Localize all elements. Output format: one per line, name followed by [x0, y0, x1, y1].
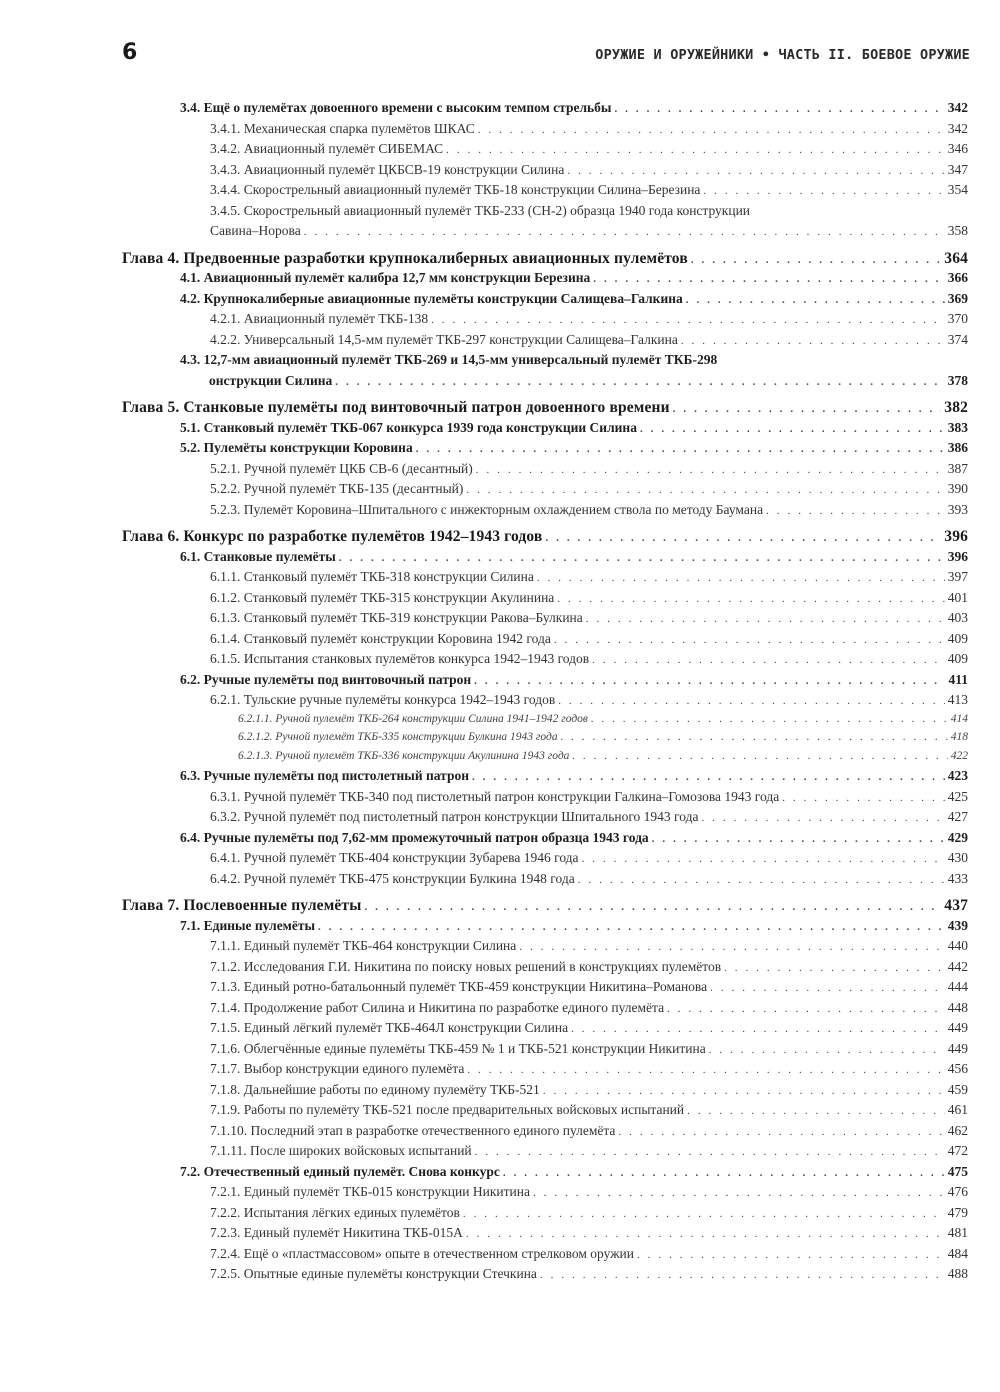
toc-entry[interactable] — [210, 809, 968, 825]
leader-dots — [540, 1269, 945, 1281]
toc-entry-title: 7.1.5. Единый лёгкий пулемёт ТКБ-464Л конструкции Силина — [210, 1020, 569, 1035]
leader-dots — [335, 376, 944, 388]
toc-page-number: 459 — [947, 1081, 968, 1097]
toc-page-number: 414 — [950, 712, 968, 725]
toc-entry[interactable] — [210, 1061, 968, 1077]
leader-dots — [691, 254, 941, 266]
toc-entry-title: 7.1. Единые пулемёты — [180, 917, 316, 933]
toc-entry-title: 5.1. Станковый пулемёт ТКБ-067 конкурса 1939 года конструкции Силина — [180, 419, 637, 435]
toc-page-number: 413 — [947, 692, 968, 707]
leader-dots — [304, 226, 945, 238]
leader-dots — [533, 1187, 945, 1199]
toc-subsubsection[interactable] — [238, 750, 968, 762]
toc-entry-title: 7.1.4. Продолжение работ Силина и Никитина по разработке единого пулемёта — [210, 999, 665, 1015]
toc-entry-title: 3.4. Ещё о пулемётах довоенного времени с высоким темпом стрельбы — [180, 100, 612, 115]
toc-page-number: 449 — [947, 1040, 968, 1056]
toc-entry[interactable] — [180, 768, 968, 784]
toc-entry[interactable] — [210, 141, 968, 157]
toc-entry-title: 6.2.1.2. Ручной пулемёт ТКБ-335 конструкции Булкина 1943 года — [238, 731, 558, 743]
toc-entry-title: 3.4.3. Авиационный пулемёт ЦКБСВ-19 конструкции Силина — [210, 161, 565, 177]
leader-dots — [586, 613, 945, 625]
toc-entry-title: 3.4.1. Механическая спарка пулемётов ШКАС — [210, 120, 475, 136]
toc-entry[interactable] — [180, 1164, 968, 1180]
leader-dots — [782, 792, 945, 804]
toc-page-number: 449 — [947, 1020, 968, 1035]
toc-entry[interactable] — [210, 1000, 968, 1016]
toc-entry-title: Глава 4. Предвоенные разработки крупнокалиберных авиационных пулемётов — [122, 249, 688, 267]
toc-entry-title: 4.2.2. Универсальный 14,5-мм пулемёт ТКБ-297 конструкции Салищева–Галкина — [210, 331, 678, 347]
leader-dots — [466, 1228, 945, 1240]
toc-entry[interactable] — [210, 121, 968, 137]
toc-entry-title: 7.1.1. Единый пулемёт ТКБ-464 конструкции Силина — [210, 938, 517, 953]
toc-entry[interactable] — [210, 1041, 968, 1057]
toc-entry[interactable] — [180, 420, 968, 436]
toc-entry[interactable] — [210, 223, 968, 239]
toc-entry[interactable] — [210, 871, 968, 887]
toc-entry-title: 6.2.1.1. Ручной пулемёт ТКБ-264 конструкции Силина 1941–1942 годов — [238, 712, 588, 725]
toc-entry[interactable] — [180, 918, 968, 934]
toc-entry[interactable] — [210, 651, 968, 667]
toc-entry-title: Глава 5. Станковые пулемёты под винтовочный патрон довоенного времени — [122, 399, 670, 416]
toc-entry-title: 7.1.10. Последний этап в разработке отечественного единого пулемёта — [210, 1122, 616, 1138]
toc-entry[interactable] — [180, 830, 968, 846]
toc-page-number: 429 — [947, 829, 968, 845]
toc-entry[interactable] — [210, 1225, 968, 1241]
toc-entry-title: 7.2. Отечественный единый пулемёт. Снова конкурс — [180, 1163, 500, 1179]
toc-page-number: 439 — [947, 917, 968, 933]
toc-entry-title: 6.1. Станковые пулемёты — [180, 548, 336, 564]
leader-dots — [364, 901, 941, 913]
toc-page-number: 342 — [947, 120, 968, 136]
toc-page-number: 396 — [944, 528, 968, 545]
toc-entry[interactable] — [210, 569, 968, 585]
toc-entry-title: 6.4.1. Ручной пулемёт ТКБ-404 конструкции Зубарева 1946 года — [210, 850, 579, 865]
toc-entry-title-line1: 3.4.5. Скорострельный авиационный пулемёт ТКБ-233 (СН-2) образца 1940 года конструкции — [210, 202, 751, 218]
toc-page-number: 364 — [944, 249, 968, 267]
leader-dots — [766, 505, 945, 517]
toc-entry[interactable] — [210, 610, 968, 626]
leader-dots — [545, 532, 941, 544]
toc-page-number: 475 — [947, 1163, 968, 1179]
toc-entry[interactable] — [210, 1266, 968, 1282]
toc-page-number: 366 — [947, 270, 968, 285]
toc-entry-title: 7.2.1. Единый пулемёт ТКБ-015 конструкции Никитина — [210, 1184, 530, 1199]
toc-entry[interactable] — [180, 672, 968, 688]
toc-page-number: 448 — [947, 999, 968, 1015]
toc-chapter[interactable] — [122, 528, 968, 546]
leader-dots — [466, 484, 944, 496]
leader-dots — [572, 750, 947, 762]
leader-dots — [561, 731, 948, 743]
leader-dots — [503, 1167, 945, 1179]
toc-subsubsection[interactable] — [238, 731, 968, 743]
leader-dots — [519, 941, 944, 953]
toc-page-number: 396 — [947, 548, 968, 564]
toc-entry[interactable] — [210, 692, 968, 708]
toc-page-number: 393 — [947, 501, 968, 517]
toc-chapter[interactable] — [122, 399, 968, 417]
toc-entry-title: 6.4. Ручные пулемёты под 7,62-мм промежуточный патрон образца 1943 года — [180, 829, 649, 845]
toc-entry[interactable] — [210, 332, 968, 348]
leader-dots — [709, 1044, 945, 1056]
leader-dots — [478, 124, 945, 136]
leader-dots — [463, 1208, 945, 1220]
toc-entry-title: онструкции Силина — [209, 372, 333, 388]
toc-entry-title: 7.1.6. Облегчённые единые пулемёты ТКБ-459 № 1 и ТКБ-521 конструкции Никитина — [210, 1040, 706, 1056]
toc-entry-title: 4.2. Крупнокалиберные авиационные пулемёты конструкции Салищева–Галкина — [180, 290, 683, 306]
toc-entry-title: 7.2.5. Опытные единые пулемёты конструкции Стечкина — [210, 1266, 537, 1281]
page-number: 6 — [122, 40, 138, 65]
leader-dots — [593, 273, 944, 285]
toc-entry[interactable] — [180, 440, 968, 456]
toc-page-number: 387 — [947, 460, 968, 476]
leader-dots — [710, 982, 945, 994]
toc-page-number: 347 — [947, 161, 968, 177]
page-header — [0, 0, 1000, 80]
toc-page-number: 386 — [947, 440, 968, 455]
toc-entry[interactable] — [210, 1102, 968, 1118]
toc-page-number: 440 — [947, 938, 968, 953]
toc-entry[interactable] — [210, 631, 968, 647]
toc-page-number: 481 — [947, 1225, 968, 1240]
toc-entry[interactable] — [210, 182, 968, 198]
leader-dots — [416, 443, 945, 455]
toc-entry-title: 7.2.3. Единый пулемёт Никитина ТКБ-015А — [210, 1225, 463, 1240]
toc-page-number: 472 — [947, 1143, 968, 1158]
toc-entry[interactable] — [180, 549, 968, 565]
toc-entry-title: Глава 6. Конкурс по разработке пулемётов 1942–1943 годов — [122, 528, 543, 545]
leader-dots — [571, 1023, 945, 1035]
leader-dots — [474, 675, 945, 687]
leader-dots — [467, 1064, 944, 1076]
toc-entry-title: 7.1.2. Исследования Г.И. Никитина по поиску новых решений в конструкциях пулемётов — [210, 958, 722, 974]
toc-page-number: 383 — [947, 419, 968, 435]
toc-entry[interactable] — [210, 850, 968, 866]
toc-entry-title: 7.1.9. Работы по пулемёту ТКБ-521 после предварительных войсковых испытаний — [210, 1102, 685, 1117]
toc-entry-title: 7.1.11. После широких войсковых испытаний — [210, 1143, 472, 1158]
toc-page-number: 488 — [947, 1266, 968, 1281]
leader-dots — [543, 1085, 945, 1097]
toc-page-number: 370 — [947, 311, 968, 326]
toc-entry-title: 7.2.2. Испытания лёгких единых пулемётов — [210, 1204, 460, 1220]
toc-page-number: 403 — [947, 610, 968, 625]
leader-dots — [557, 593, 944, 605]
toc-entry[interactable] — [180, 100, 968, 116]
toc-entry-title: 7.1.7. Выбор конструкции единого пулемёта — [210, 1061, 465, 1076]
toc-entry[interactable] — [210, 590, 968, 606]
toc-page-number: 382 — [944, 399, 968, 416]
toc-entry-title-line1: 4.3. 12,7-мм авиационный пулемёт ТКБ-269 и 14,5-мм универсальный пулемёт ТКБ-298 — [180, 352, 718, 367]
toc-entry-title: 5.2.2. Ручной пулемёт ТКБ-135 (десантный) — [210, 481, 464, 496]
leader-dots — [701, 812, 944, 824]
leader-dots — [472, 771, 945, 783]
leader-dots — [318, 921, 945, 933]
leader-dots — [703, 185, 944, 197]
toc-entry[interactable] — [210, 1205, 968, 1221]
leader-dots — [724, 962, 945, 974]
toc-entry[interactable] — [210, 481, 968, 497]
leader-dots — [339, 552, 945, 564]
toc-entry[interactable] — [210, 1246, 968, 1262]
toc-page-number: 444 — [947, 979, 968, 994]
leader-dots — [667, 1003, 945, 1015]
toc-entry-title: 6.4.2. Ручной пулемёт ТКБ-475 конструкции Булкина 1948 года — [210, 870, 575, 886]
leader-dots — [578, 874, 945, 886]
toc-entry-title: 6.1.3. Станковый пулемёт ТКБ-319 конструкции Ракова–Булкина — [210, 610, 583, 625]
leader-dots — [614, 103, 944, 115]
toc-page-number: 409 — [947, 630, 968, 646]
toc-entry-title: 6.3.1. Ручной пулемёт ТКБ-340 под пистолетный патрон конструкции Галкина–Гомозова 1943 года — [210, 788, 780, 804]
toc-entry-title: 5.2.3. Пулемёт Коровина–Шпитального с инжекторным охлаждением ствола по методу Баумана — [210, 501, 764, 517]
toc-entry-title: 3.4.2. Авиационный пулемёт СИБЕМАС — [210, 141, 444, 156]
toc-entry-title: 5.2.1. Ручной пулемёт ЦКБ СВ-6 (десантный) — [210, 460, 473, 476]
leader-dots — [554, 634, 945, 646]
toc-entry-title: 4.2.1. Авиационный пулемёт ТКБ-138 — [210, 311, 429, 326]
toc-page-number: 378 — [947, 372, 968, 388]
toc-page-number: 456 — [947, 1061, 968, 1076]
toc-entry-title: 7.1.8. Дальнейшие работы по единому пулемёту ТКБ-521 — [210, 1081, 540, 1097]
running-title: ОРУЖИЕ И ОРУЖЕЙНИКИ • ЧАСТЬ II. БОЕВОЕ ОРУЖИЕ — [595, 47, 970, 63]
leader-dots — [431, 314, 945, 326]
toc-page-number: 397 — [947, 569, 968, 584]
toc-page-number: 423 — [947, 768, 968, 783]
leader-dots — [582, 853, 945, 865]
toc-page-number: 369 — [947, 290, 968, 306]
toc-entry[interactable] — [210, 162, 968, 178]
toc-entry[interactable] — [210, 959, 968, 975]
toc-entry-title: 6.3. Ручные пулемёты под пистолетный патрон — [180, 768, 470, 783]
leader-dots — [640, 423, 945, 435]
toc-page-number: 433 — [947, 870, 968, 886]
toc-page-number: 358 — [947, 223, 968, 238]
toc-entry[interactable] — [210, 1123, 968, 1139]
toc-entry[interactable] — [210, 502, 968, 518]
toc-entry-title: Савина–Норова — [210, 223, 301, 238]
toc-entry-title: 6.2. Ручные пулемёты под винтовочный патрон — [180, 671, 472, 687]
toc-entry-title: 4.1. Авиационный пулемёт калибра 12,7 мм конструкции Березина — [180, 270, 591, 285]
toc-entry-title: 6.1.1. Станковый пулемёт ТКБ-318 конструкции Силина — [210, 569, 534, 584]
toc-page-number: 409 — [947, 651, 968, 666]
toc-entry-title: 6.2.1.3. Ручной пулемёт ТКБ-336 конструкции Акулинина 1943 года — [238, 749, 570, 762]
toc-entry-title: 6.1.4. Станковый пулемёт конструкции Коровина 1942 года — [210, 630, 551, 646]
toc-chapter[interactable] — [122, 897, 968, 915]
leader-dots — [686, 294, 945, 306]
toc-entry-title: 6.1.2. Станковый пулемёт ТКБ-315 конструкции Акулинина — [210, 589, 555, 605]
toc-chapter[interactable] — [122, 250, 968, 268]
toc-page-number: 401 — [947, 589, 968, 605]
toc-entry-title: 6.3.2. Ручной пулемёт под пистолетный патрон конструкции Шпитального 1943 года — [210, 809, 699, 824]
toc-page-number: 374 — [947, 331, 968, 347]
toc-entry[interactable] — [210, 979, 968, 995]
toc-entry[interactable] — [180, 270, 968, 286]
leader-dots — [446, 144, 945, 156]
toc-entry[interactable] — [210, 1184, 968, 1200]
toc-page-number: 476 — [947, 1184, 968, 1199]
toc-entry-title: 7.1.3. Единый ротно-батальонный пулемёт ТКБ-459 конструкции Никитина–Романова — [210, 979, 708, 994]
toc-entry-title: 6.2.1. Тульские ручные пулемёты конкурса 1942–1943 годов — [210, 692, 556, 707]
toc-entry-title: 5.2. Пулемёты конструкции Коровина — [180, 440, 413, 455]
leader-dots — [618, 1126, 944, 1138]
toc-entry[interactable] — [210, 1020, 968, 1036]
toc-page-number: 484 — [947, 1245, 968, 1261]
toc-entry[interactable] — [210, 461, 968, 477]
toc-entry[interactable] — [210, 1082, 968, 1098]
toc-page-number: 346 — [947, 141, 968, 156]
leader-dots — [687, 1105, 945, 1117]
toc-page-number: 427 — [947, 809, 968, 824]
toc-page-number: 390 — [947, 481, 968, 496]
toc-entry[interactable] — [210, 311, 968, 327]
leader-dots — [637, 1249, 945, 1261]
leader-dots — [558, 695, 945, 707]
toc-entry[interactable] — [210, 789, 968, 805]
toc-page-number: 342 — [947, 100, 968, 115]
toc-entry-title: Глава 7. Послевоенные пулемёты — [122, 897, 362, 914]
toc-subsubsection[interactable] — [238, 713, 968, 725]
toc-entry[interactable] — [210, 1143, 968, 1159]
leader-dots — [592, 654, 945, 666]
toc-entry-title: 6.1.5. Испытания станковых пулемётов конкурса 1942–1943 годов — [210, 651, 590, 666]
toc-page-number: 437 — [944, 897, 968, 914]
leader-dots — [476, 464, 945, 476]
toc-page-number: 425 — [947, 788, 968, 804]
leader-dots — [652, 833, 945, 845]
toc-entry[interactable] — [180, 291, 968, 307]
toc-page-number: 479 — [947, 1204, 968, 1220]
leader-dots — [673, 403, 942, 415]
toc-page-number: 422 — [950, 749, 968, 762]
toc-entry[interactable] — [210, 938, 968, 954]
leader-dots — [537, 572, 945, 584]
leader-dots — [567, 165, 944, 177]
toc-page-number: 354 — [947, 182, 968, 197]
toc-page-number: 442 — [947, 958, 968, 974]
toc-page-number: 430 — [947, 850, 968, 865]
toc-entry[interactable] — [209, 373, 968, 389]
toc-entry-title: 3.4.4. Скорострельный авиационный пулемёт ТКБ-18 конструкции Силина–Березина — [210, 182, 701, 197]
toc-entry-title: 7.2.4. Ещё о «пластмассовом» опыте в отечественном стрелковом оружии — [210, 1245, 634, 1261]
toc-page-number: 411 — [948, 671, 968, 687]
leader-dots — [681, 335, 945, 347]
toc-page-number: 462 — [947, 1122, 968, 1138]
toc-page-number: 461 — [947, 1102, 968, 1117]
leader-dots — [475, 1146, 945, 1158]
leader-dots — [591, 713, 948, 725]
toc-page-number: 418 — [950, 731, 968, 743]
